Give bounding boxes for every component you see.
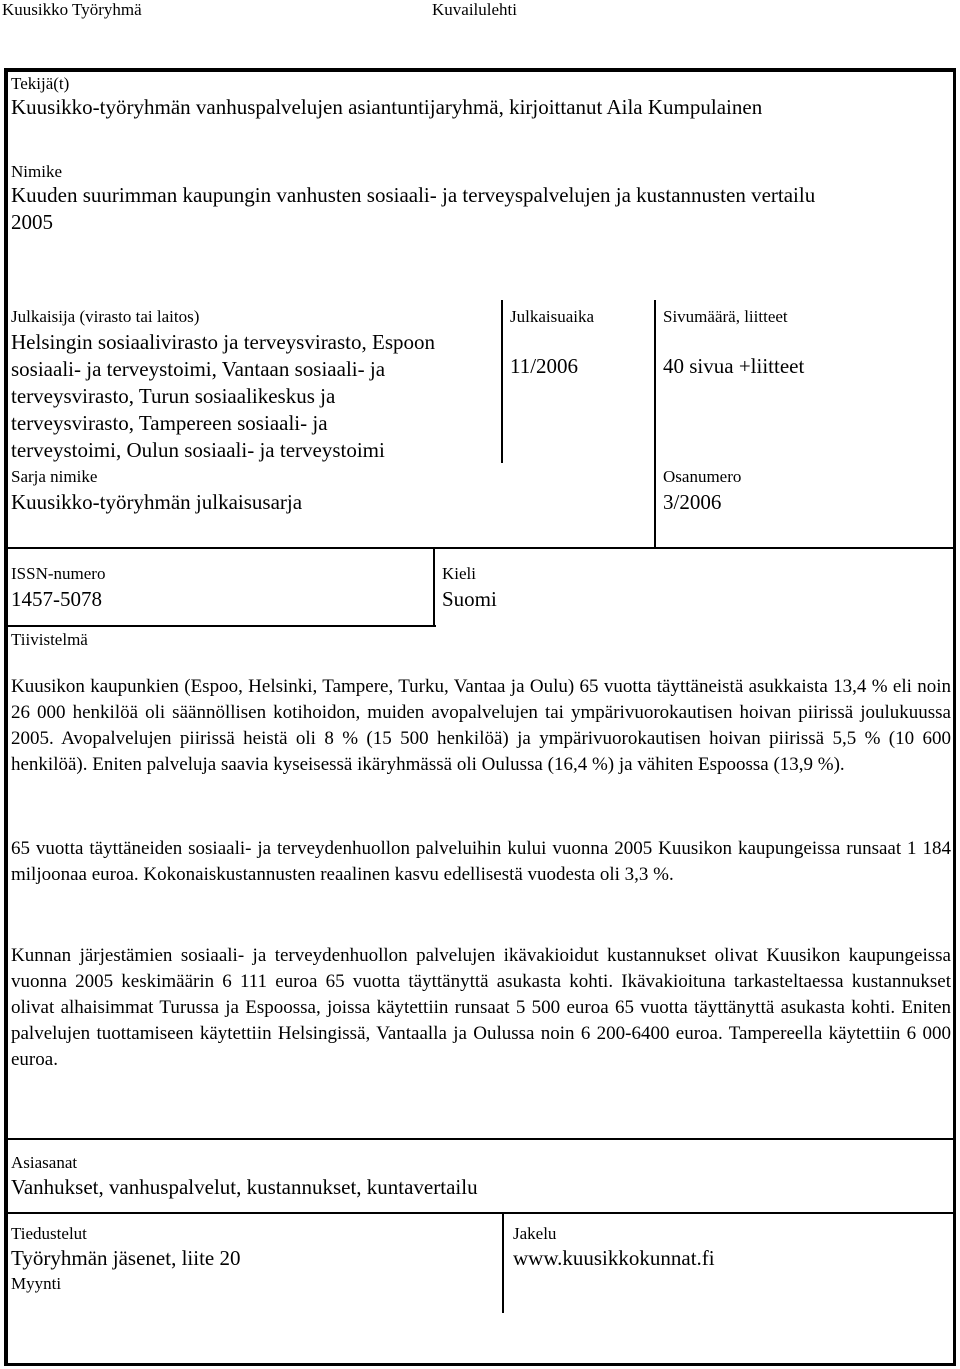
divider-date-pages	[654, 300, 656, 548]
title-line-1: Kuuden suurimman kaupungin vanhusten sosiaali- ja terveyspalvelujen ja kustannusten vertailu	[11, 183, 816, 207]
abstract-paragraph-3: Kunnan järjestämien sosiaali- ja terveydenhuollon palvelujen ikävakioidut kustannukset olivat Kuusikon kaupungeissa vuonna 2005 keskimäärin 6 111 euroa 65 vuotta täyttänyttä asukasta kohti. Ikävakioituna tarkasteltaessa kustannukset olivat alhaisimmat Turussa ja Espoossa, joissa käytettiin runsaat 5 500 euroa 65 vuotta täyttänyttä asukasta kohti. Eniten palvelujen tuottamiseen käytettiin Helsingissä, Vantaalla ja Oulussa noin 6 200-6400 euroa. Tampereella käytettiin 6 000 euroa.	[11, 945, 951, 1070]
issn-label: ISSN-numero	[11, 564, 106, 583]
part-value: 3/2006	[663, 490, 722, 514]
divider-after-series	[8, 547, 953, 549]
publisher-line-1: Helsingin sosiaalivirasto ja terveysvirasto, Espoon	[11, 330, 436, 354]
part-label: Osanumero	[663, 467, 742, 486]
issn-value: 1457-5078	[11, 587, 102, 611]
date-label: Julkaisuaika	[510, 307, 595, 326]
language-value: Suomi	[442, 587, 497, 611]
series-label: Sarja nimike	[11, 467, 98, 486]
contact-value: Työryhmän jäsenet, liite 20	[11, 1246, 241, 1270]
divider-publisher-date	[501, 300, 503, 463]
publisher-line-5: terveystoimi, Oulun sosiaali- ja terveystoimi	[11, 438, 385, 462]
publisher-line-4: terveysvirasto, Tampereen sosiaali- ja	[11, 411, 328, 435]
header-org: Kuusikko Työryhmä	[2, 0, 142, 19]
contact-label: Tiedustelut	[11, 1224, 87, 1243]
divider-contact-distribution	[502, 1213, 504, 1313]
abstract-label: Tiivistelmä	[11, 630, 88, 649]
keywords-label: Asiasanat	[11, 1153, 78, 1172]
abstract-paragraph-2: 65 vuotta täyttäneiden sosiaali- ja terveydenhuollon palveluihin kului vuonna 2005 Kuusikon kaupungeissa runsaat 1 184 miljoonaa euroa. Kokonaiskustannusten reaalinen kasvu edellisestä vuodesta oli 3,3 %.	[11, 838, 951, 885]
divider-after-issn	[8, 625, 436, 627]
publisher-line-2: sosiaali- ja terveystoimi, Vantaan sosiaali- ja	[11, 357, 386, 381]
language-label: Kieli	[442, 564, 476, 583]
header-doc-type: Kuvailulehti	[432, 0, 517, 19]
distribution-label: Jakelu	[513, 1224, 557, 1243]
sales-label: Myynti	[11, 1274, 62, 1293]
pages-value: 40 sivua +liitteet	[663, 354, 805, 378]
date-value: 11/2006	[510, 354, 579, 378]
divider-before-keywords	[8, 1138, 953, 1140]
keywords-value: Vanhukset, vanhuspalvelut, kustannukset, kuntavertailu	[11, 1175, 478, 1199]
divider-issn-language	[433, 548, 435, 626]
abstract-paragraph-1: Kuusikon kaupunkien (Espoo, Helsinki, Tampere, Turku, Vantaa ja Oulu) 65 vuotta täyttäneistä asukkaista 13,4 % eli noin 26 000 henkilöä oli säännöllisen kotihoidon, muiden avopalvelujen tai ympärivuorokautisen hoivan piirissä joulukuussa 2005. Avopalvelujen piirissä heistä oli 8 % (15 500 henkilöä) ja ympärivuorokautisen hoivan piirissä 5,5 % (10 600 henkilöä). Eniten palveluja saavia kyseisessä ikäryhmässä oli Oulussa (16,4 %) ja vähiten Espoossa (13,9 %).	[11, 676, 951, 775]
distribution-value[interactable]: www.kuusikkokunnat.fi	[513, 1246, 715, 1270]
author-label: Tekijä(t)	[11, 74, 70, 93]
title-line-2: 2005	[11, 210, 53, 234]
title-label: Nimike	[11, 162, 62, 181]
publisher-line-3: terveysvirasto, Turun sosiaalikeskus ja	[11, 384, 336, 408]
publisher-label: Julkaisija (virasto tai laitos)	[11, 307, 200, 326]
pages-label: Sivumäärä, liitteet	[663, 307, 788, 326]
author-value: Kuusikko-työryhmän vanhuspalvelujen asiantuntijaryhmä, kirjoittanut Aila Kumpulainen	[11, 95, 763, 119]
divider-before-contact	[8, 1212, 953, 1214]
series-value: Kuusikko-työryhmän julkaisusarja	[11, 490, 303, 514]
